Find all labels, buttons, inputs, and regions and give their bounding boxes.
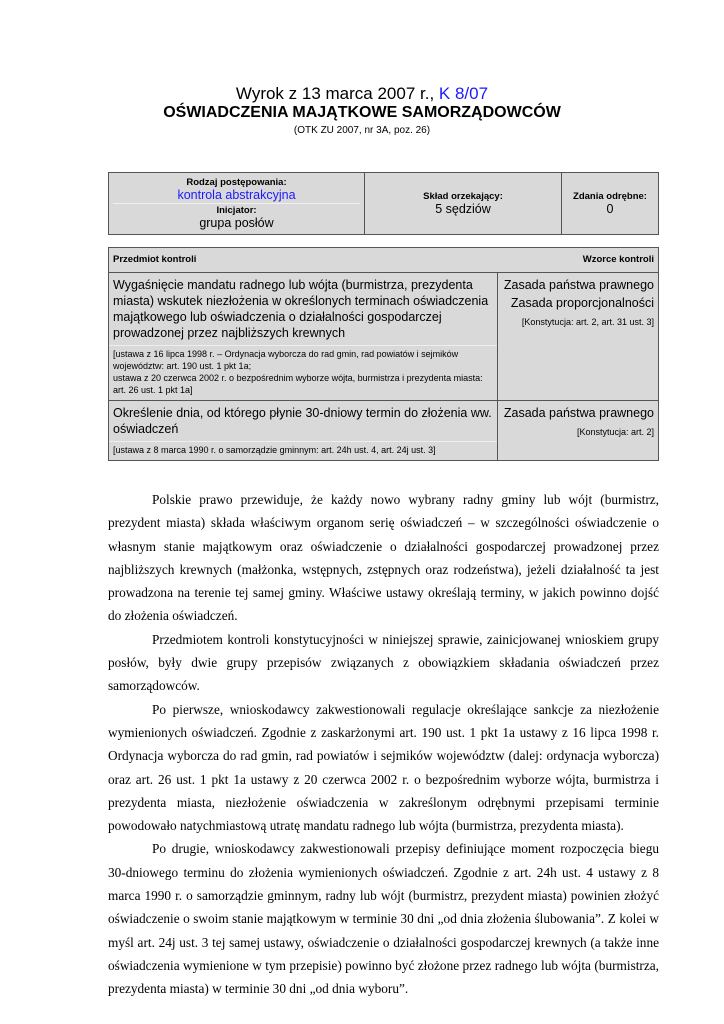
panel-cell xyxy=(365,173,562,235)
panel-label: Skład orzekający: xyxy=(423,191,503,202)
standards-header: Wzorce kontroli xyxy=(582,254,654,265)
control-table xyxy=(108,247,659,461)
act-line: [ustawa z 16 lipca 1998 r. – Ordynacja wyborcza do rad gmin, rad powiatów i sejmików województw: art. 190 ust. 1 pkt 1a; xyxy=(113,349,459,371)
judgment-subtitle: OŚWIADCZENIA MAJĄTKOWE SAMORZĄDOWCÓW xyxy=(163,104,561,121)
initiator-label: Inicjator: xyxy=(216,205,257,216)
divider xyxy=(113,203,360,204)
standards-cell xyxy=(498,401,659,461)
dissent-label: Zdania odrębne: xyxy=(573,191,647,202)
constitution-ref: [Konstytucja: art. 2, art. 31 ust. 3] xyxy=(521,317,654,327)
paragraph: Po pierwsze, wnioskodawcy zakwestionowali regulacje określające sankcje za niezłożenie wymienionych oświadczeń. Zgodnie z zaskarżonymi art. 190 ust. 1 pkt 1a ustawy z 16 lipca 1998 r. Ordynacja wyborcza do rad gmin, rad powiatów i sejmików województw (dalej: ordynacja wyborcza) oraz art. 26 ust. 1 pkt 1a ustawy z 20 czerwca 2002 r. o bezpośrednim wyborze wójta, burmistrza i prezydenta miasta, niezłożenie oświadczenia w zakreślonym odrębnymi przepisami terminie powodowało natychmiastową utratę mandatu radnego lub wójta (burmistrza, prezydenta miasta). xyxy=(108,701,659,834)
act-line: ustawa z 20 czerwca 2002 r. o bezpośrednim wyborze wójta, burmistrza i prezydenta miasta: art. 26 ust. 1 pkt 1a] xyxy=(113,373,483,395)
control-header xyxy=(109,248,659,273)
subject-text: Określenie dnia, od którego płynie 30-dniowy termin do złożenia ww. oświadczeń xyxy=(113,406,492,436)
proceeding-cell xyxy=(109,173,365,235)
title-text: Wyrok z 13 marca 2007 r., xyxy=(235,84,439,103)
standards-cell xyxy=(498,273,659,401)
acts-text: [ustawa z 8 marca 1990 r. o samorządzie gminnym: art. 24h ust. 4, art. 24j ust. 3] xyxy=(109,441,497,460)
dissent-cell xyxy=(562,173,659,235)
body-text xyxy=(108,488,659,1001)
control-row xyxy=(109,273,659,401)
proceeding-label: Rodzaj postępowania: xyxy=(186,177,287,188)
paragraph: Polskie prawo przewiduje, że każdy nowo wybrany radny gminy lub wójt (burmistrz, prezydent miasta) składa właściwym organom serię oświadczeń – w szczególności oświadczenie o własnym stanie majątkowym oraz oświadczenie o działalności gospodarczej prowadzonej przez najbliższych krewnych (małżonka, wstępnych, zstępnych oraz rodzeństwa), jeżeli działalność ta jest prowadzona na terenie tej samej gminy. Właściwe ustawy określają terminy, w jakich powinno dojść do złożenia oświadczeń. xyxy=(108,492,659,624)
initiator-value: grupa posłów xyxy=(199,216,274,230)
constitution-ref: [Konstytucja: art. 2] xyxy=(576,427,654,437)
subject-text: Wygaśnięcie mandatu radnego lub wójta (burmistrza, prezydenta miasta) wskutek niezłożenia w określonych terminach oświadczenia majątkowego lub oświadczenia o działalności gospodarczej prowadzonej przez najbliższych krewnych xyxy=(113,278,489,340)
subject-cell xyxy=(109,401,498,461)
paragraph: Po drugie, wnioskodawcy zakwestionowali przepisy definiujące moment rozpoczęcia biegu 30-dniowego terminu do złożenia wymienionych oświadczeń. Zgodnie z art. 24h ust. 4 ustawy z 8 marca 1990 r. o samorządzie gminnym, radny lub wójt (burmistrz, prezydent miasta) powinien złożyć oświadczenie o swoim stanie majątkowym w terminie 30 dni „od dnia złożenia ślubowania”. Z kolei w myśl art. 24j ust. 3 tej samej ustawy, oświadczenie o działalności gospodarczej krewnych (a także inne oświadczenia wymienione w tym przepisie) powinno być złożone przez radnego lub wójta (burmistrza, prezydenta miasta) w terminie 30 dni „od dnia wyboru”. xyxy=(108,841,659,997)
standard: Zasada państwa prawnego xyxy=(503,406,654,420)
acts-text xyxy=(109,345,497,400)
case-info-table xyxy=(108,172,659,235)
publication-reference: (OTK ZU 2007, nr 3A, poz. 26) xyxy=(293,125,431,136)
standard: Zasada państwa prawnego xyxy=(503,278,654,292)
judgment-title xyxy=(0,84,724,104)
subject-header: Przedmiot kontroli xyxy=(113,254,197,265)
subject-cell xyxy=(109,273,498,401)
paragraph: Przedmiotem kontroli konstytucyjności w niniejszej sprawie, zainicjowanej wnioskiem grupy posłów, były dwie grupy przepisów związanych z obowiązkiem składania oświadczeń przez samorządowców. xyxy=(108,631,659,694)
proceeding-value: kontrola abstrakcyjna xyxy=(177,188,296,202)
panel-value: 5 sędziów xyxy=(435,202,491,216)
dissent-value: 0 xyxy=(606,202,614,216)
control-row xyxy=(109,401,659,461)
case-number-link[interactable]: K 8/07 xyxy=(438,84,489,103)
standard: Zasada proporcjonalności xyxy=(510,296,654,310)
